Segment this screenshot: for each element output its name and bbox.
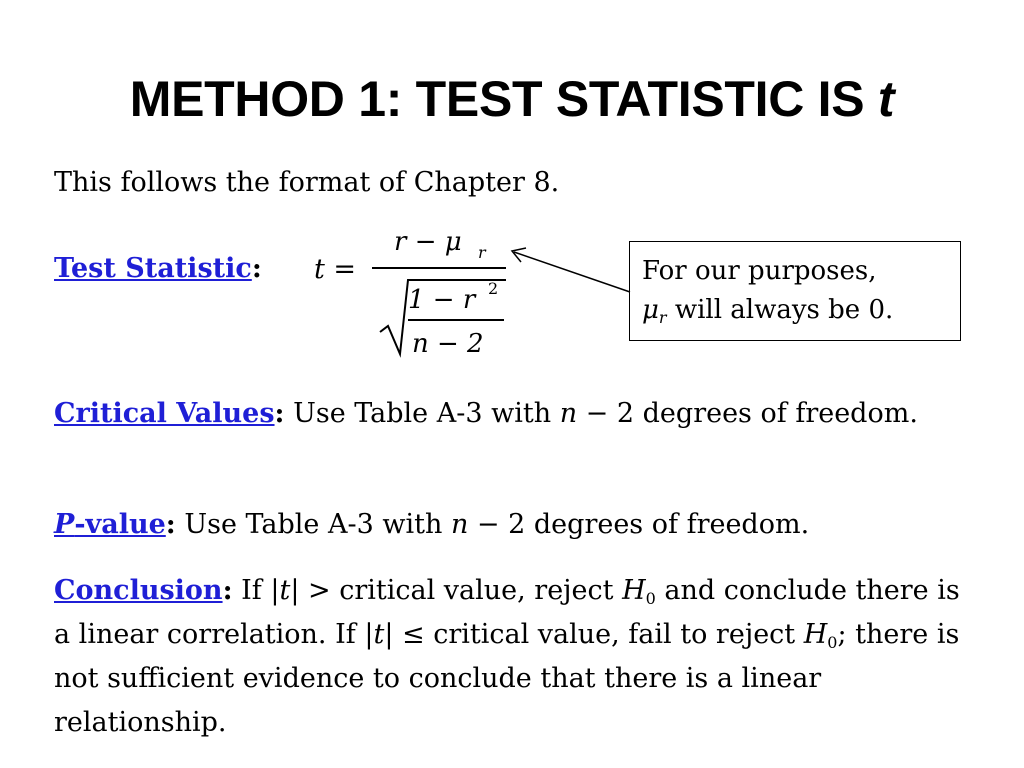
formula-numerator: r − μ [394, 227, 462, 257]
callout-line-2-rest: will always be 0. [666, 295, 894, 325]
p-value-text-a: Use Table A-3 with [175, 509, 451, 540]
conclusion-h-1-subscript: 0 [645, 589, 656, 608]
callout-mu: μ [642, 295, 659, 325]
slide-title-variable: t [877, 71, 895, 127]
p-value-paragraph [54, 503, 974, 547]
slide-title-text: METHOD 1: TEST STATISTIC IS [129, 71, 865, 127]
conclusion-t-var-2: t [373, 619, 385, 650]
formula-svg [312, 222, 512, 362]
p-value-n: n [450, 509, 469, 540]
critical-values-paragraph [54, 392, 974, 436]
inner-numerator-exponent: 2 [488, 279, 499, 298]
critical-values-text-a: Use Table A-3 with [284, 398, 560, 429]
critical-values-n: n [559, 398, 578, 429]
conclusion-paragraph [54, 569, 974, 745]
conclusion-text-2: | > critical value, reject [290, 575, 623, 606]
conclusion-label: Conclusion [54, 575, 223, 606]
p-value-label-p: P [54, 509, 75, 540]
critical-values-label: Critical Values [54, 398, 275, 429]
p-value-label [54, 509, 166, 540]
conclusion-colon: : [222, 575, 233, 606]
conclusion-text-5: ; there is not sufficient evidence to conclude that there is a linear relationship. [54, 619, 960, 738]
inner-numerator: 1 − r [408, 285, 476, 315]
p-value-text-b: − 2 degrees of freedom. [468, 509, 810, 540]
conclusion-h-1: H [622, 575, 646, 606]
test-statistic-label: Test Statistic [54, 253, 252, 284]
callout-arrow [500, 240, 640, 300]
test-statistic-formula [312, 222, 512, 362]
p-value-label-rest: -value [74, 509, 166, 540]
callout-box [629, 241, 961, 341]
intro-text: This follows the format of Chapter 8. [54, 167, 560, 198]
callout-line-1: For our purposes, [642, 256, 877, 286]
test-statistic-colon: : [251, 253, 262, 284]
conclusion-t-var-1: t [279, 575, 291, 606]
conclusion-text-3: and conclude there is a linear correlation. If | [54, 575, 960, 650]
callout-mu-subscript: r [658, 308, 667, 327]
inner-denominator: n − 2 [412, 329, 484, 359]
conclusion-text-1: If | [232, 575, 280, 606]
formula-numerator-subscript: r [478, 243, 486, 262]
p-value-colon: : [165, 509, 176, 540]
slide-title [0, 70, 1024, 128]
callout-line-2 [642, 290, 960, 330]
critical-values-text-b: − 2 degrees of freedom. [577, 398, 918, 429]
critical-values-colon: : [274, 398, 285, 429]
formula-lhs: t = [314, 254, 357, 285]
conclusion-h-2: H [803, 619, 828, 650]
conclusion-text-4: | ≤ critical value, fail to reject [384, 619, 804, 650]
test-statistic-heading [54, 250, 262, 288]
conclusion-h-2-subscript: 0 [827, 633, 838, 652]
